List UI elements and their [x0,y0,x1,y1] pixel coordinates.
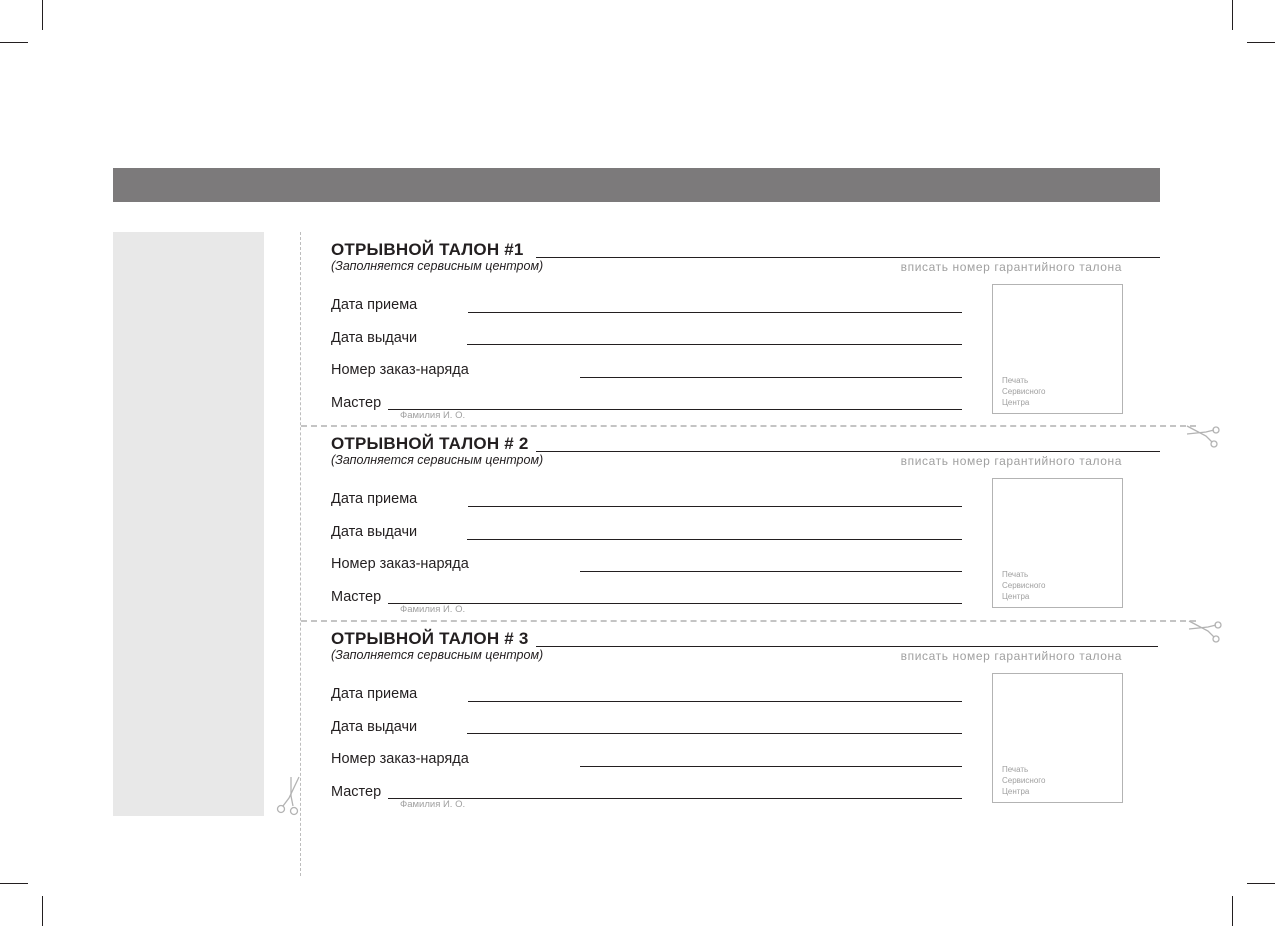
order-number-label: Номер заказ-наряда [331,751,469,767]
crop-mark [1247,883,1275,884]
coupon-title: ОТРЫВНОЙ ТАЛОН #1 [331,240,524,259]
crop-mark [0,883,28,884]
date-issued-label: Дата выдачи [331,524,418,540]
warranty-number-hint: вписать номер гарантийного талона [900,649,1122,663]
header-band [113,168,1160,202]
date-issued-label: Дата выдачи [331,330,418,346]
warranty-number-hint: вписать номер гарантийного талона [900,454,1122,468]
coupon-2 [331,434,1160,624]
crop-mark [0,42,28,43]
warranty-number-hint: вписать номер гарантийного талона [900,260,1122,274]
coupon-title: ОТРЫВНОЙ ТАЛОН # 3 [331,629,529,648]
coupon-subtitle: (Заполняется сервисным центром) [331,453,544,467]
coupon-title: ОТРЫВНОЙ ТАЛОН # 2 [331,434,529,453]
master-field[interactable] [388,409,962,410]
scissors-icon [275,776,303,816]
date-received-label: Дата приема [331,491,418,507]
date-issued-field[interactable] [467,344,962,345]
crop-mark [1232,0,1233,30]
warranty-number-field[interactable] [536,646,1158,647]
date-received-field[interactable] [468,506,962,507]
coupon-subtitle: (Заполняется сервисным центром) [331,259,544,273]
date-received-label: Дата приема [331,686,418,702]
date-received-label: Дата приема [331,297,418,313]
crop-mark [1232,896,1233,926]
order-number-label: Номер заказ-наряда [331,362,469,378]
master-label: Мастер [331,589,382,605]
master-label: Мастер [331,784,382,800]
crop-mark [42,896,43,926]
warranty-number-field[interactable] [536,451,1160,452]
master-label: Мастер [331,395,382,411]
scissors-icon [1186,424,1220,450]
date-issued-label: Дата выдачи [331,719,418,735]
date-received-field[interactable] [468,701,962,702]
master-hint: Фамилия И. О. [400,799,466,810]
date-issued-field[interactable] [467,539,962,540]
order-number-field[interactable] [580,571,962,572]
crop-mark [1247,42,1275,43]
coupon-1 [331,240,1160,430]
stamp-caption: Печать Сервисного Центра [1002,765,1046,796]
master-hint: Фамилия И. О. [400,410,466,421]
order-number-field[interactable] [580,377,962,378]
master-field[interactable] [388,603,962,604]
coupon-3 [331,629,1160,819]
date-received-field[interactable] [468,312,962,313]
date-issued-field[interactable] [467,733,962,734]
crop-mark [42,0,43,30]
scissors-icon [1188,619,1222,645]
order-number-field[interactable] [580,766,962,767]
warranty-number-field[interactable] [536,257,1160,258]
stamp-box [992,284,1123,414]
coupon-subtitle: (Заполняется сервисным центром) [331,648,544,662]
side-panel [113,232,264,816]
stamp-box [992,673,1123,803]
order-number-label: Номер заказ-наряда [331,556,469,572]
master-field[interactable] [388,798,962,799]
master-hint: Фамилия И. О. [400,604,466,615]
stamp-caption: Печать Сервисного Центра [1002,376,1046,407]
stamp-caption: Печать Сервисного Центра [1002,570,1046,601]
stamp-box [992,478,1123,608]
